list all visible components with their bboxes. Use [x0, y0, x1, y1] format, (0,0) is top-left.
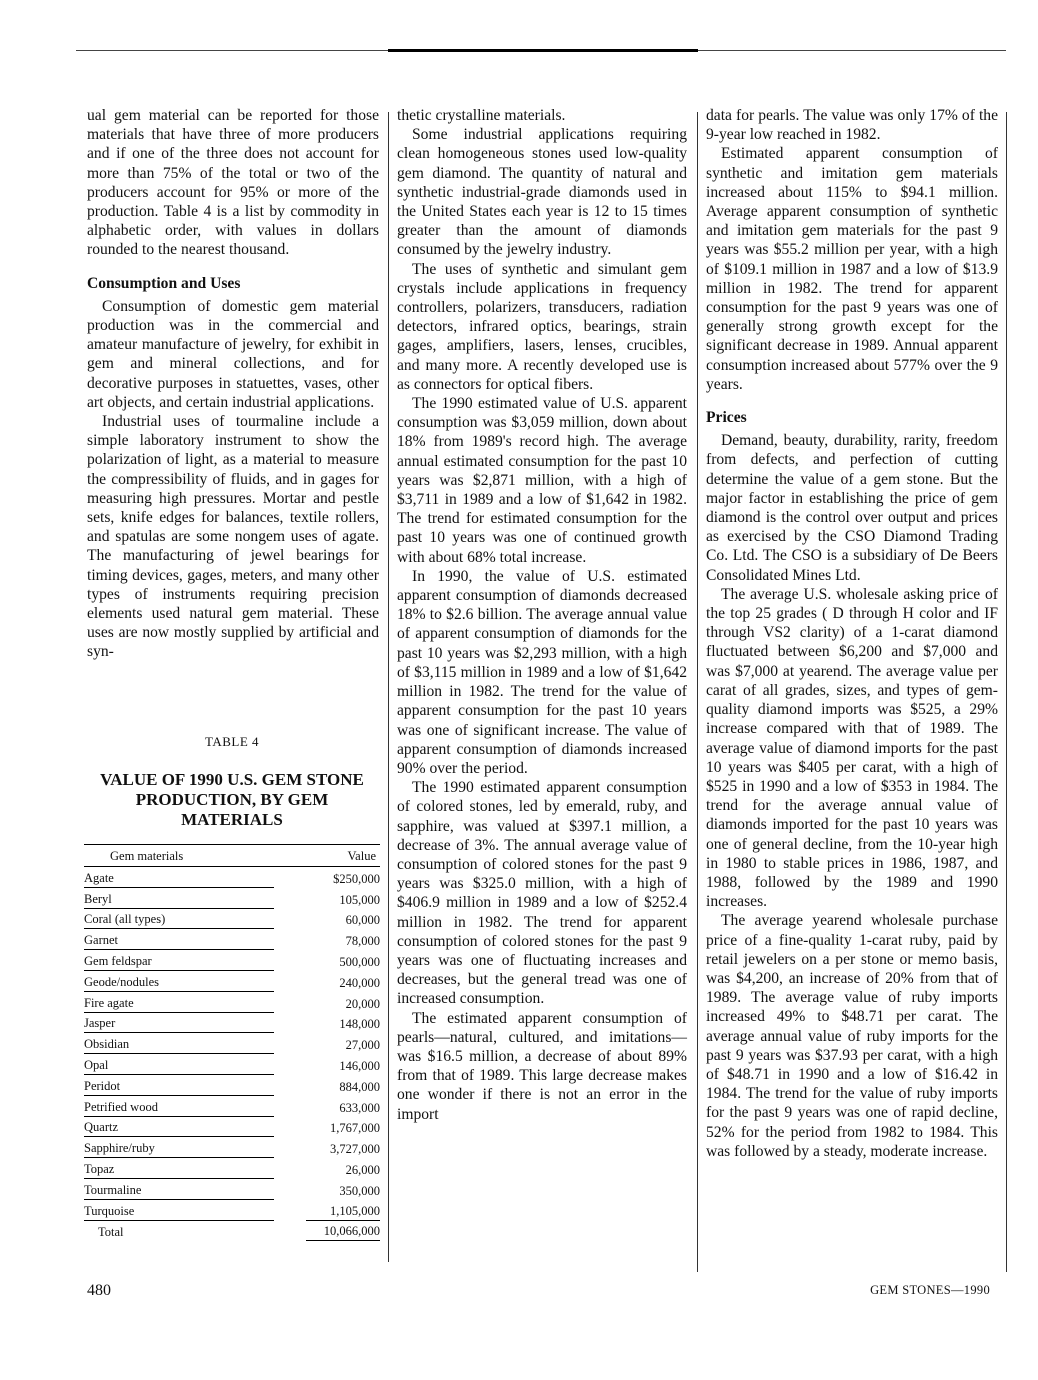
table-row	[84, 1158, 380, 1179]
gem-material-value: 1,767,000	[330, 1121, 380, 1136]
gem-material-value: 78,000	[345, 934, 380, 949]
column-header-value: Value	[347, 849, 376, 863]
table-row	[84, 1117, 380, 1138]
table-row	[84, 992, 380, 1013]
gem-material-name: Turquoise	[84, 1204, 274, 1221]
table-title: VALUE OF 1990 U.S. GEM STONE PRODUCTION, BY GEM MATERIALS	[100, 770, 364, 829]
gem-material-value: 148,000	[339, 1017, 380, 1032]
table-row	[84, 1200, 380, 1221]
gem-material-name: Tourmaline	[84, 1183, 274, 1200]
table-row	[84, 909, 380, 930]
table-row	[84, 929, 380, 950]
paragraph: The 1990 estimated apparent consumption of colored stones, led by emerald, ruby, and sapphire, was valued at $397.1 million, a decrease of 3%. The annual average value of consumption of colored stones for the past 9 years was $325.0 million, with a high of $406.9 million in 1989 and a low of $252.4 million in 1982. The trend for apparent consumption of colored stones for the past 9 years was one of fluctuating increases and decreases, but the general tread was one of increased consumption.	[397, 779, 687, 1008]
column-divider	[388, 112, 389, 1262]
column-1	[87, 106, 379, 662]
paragraph: The average U.S. wholesale asking price of the top 25 grades ( D through H color and IF through VS2 clarity) of a 1-carat diamond fluctuated between $6,200 and $7,000 and was $7,000 at yearend. The average value per carat of all grades, sizes, and types of gem-quality diamond imports was $525, a 29% increase compared with that of 1989. The average value of diamond imports for the past 10 years was $405 per carat, with a high of $525 in 1990 and a low of $353 in 1984. The trend for the average annual value of diamonds imported for the past 10 years was one of general decline, from the 10-year high in 1980 to stable prices in 1986, 1987, and 1988, followed by the 1989 and 1990 increases.	[706, 585, 998, 911]
gem-material-value: 884,000	[339, 1079, 380, 1094]
paragraph: Some industrial applications requiring clean homogeneous stones used low-quality gem diamond. The quantity of natural and synthetic industrial-grade diamonds used in the United States each year is 12 to 15 times greater than the amount of diamonds consumed by the jewelry industry.	[397, 126, 687, 259]
gem-material-value: 27,000	[345, 1038, 380, 1053]
column-divider	[1006, 112, 1007, 1272]
gem-material-value: 500,000	[339, 954, 380, 969]
paragraph: Consumption of domestic gem material production was in the commercial and amateur manufacture of jewelry, for exhibit in gem and mineral collections, and for decorative purposes in statuettes, vases, other art objects, and certain industrial applications.	[87, 297, 379, 411]
table-body	[84, 867, 380, 1221]
gem-material-name: Jasper	[84, 1016, 274, 1033]
table-label: TABLE 4	[204, 734, 260, 749]
gem-material-name: Obsidian	[84, 1037, 274, 1054]
gem-material-name: Sapphire/ruby	[84, 1141, 274, 1158]
paragraph: Demand, beauty, durability, rarity, freedom from defects, and perfection of cutting determine the value of a gem stone. But the major factor in establishing the price of gem diamond is the control over output and prices as exercised by the CSO Diamond Trading Co. Ltd. The CSO is a subsidiary of De Beers Consolidated Mines Ltd.	[706, 432, 998, 584]
gem-material-value: 105,000	[339, 892, 380, 907]
gem-material-name: Quartz	[84, 1120, 274, 1137]
section-heading-prices: Prices	[706, 409, 747, 427]
gem-material-value: 60,000	[345, 913, 380, 928]
table-row	[84, 1013, 380, 1034]
gem-material-name: Geode/nodules	[84, 975, 274, 992]
table-row	[84, 867, 380, 888]
gem-material-name: Petrified wood	[84, 1100, 274, 1117]
table-row	[84, 950, 380, 971]
gem-material-name: Peridot	[84, 1079, 274, 1096]
paragraph: data for pearls. The value was only 17% of the 9-year low reached in 1982.	[706, 107, 998, 144]
gem-material-name: Garnet	[84, 933, 274, 950]
running-head: GEM STONES—1990	[870, 1283, 990, 1297]
gem-material-value: 350,000	[339, 1183, 380, 1198]
gem-material-name: Agate	[84, 871, 274, 888]
column-2	[397, 106, 687, 1124]
table-row	[84, 1033, 380, 1054]
column-divider	[697, 112, 698, 1272]
paragraph: Industrial uses of tourmaline include a simple laboratory instrument to show the polarization of light, as a material to measure the compressibility of fluids, and in gages for measuring high pressures. Mortar and pestle sets, knife edges for balances, textile rollers, and spatulas are some nongem uses of agate. The manufacturing of jewel bearings for timing devices, gages, meters, and many other types of instruments requiring precision elements used natural gem material. These uses are now mostly supplied by artificial and syn-	[87, 413, 379, 661]
table-row	[84, 1096, 380, 1117]
paragraph: The 1990 estimated value of U.S. apparent consumption was $3,059 million, down about 18% from 1989's record high. The average annual estimated consumption for the past 10 years was $2,871 million, with a high of $3,711 in 1989 and a low of $1,642 in 1982. The trend for estimated consumption for the past 10 years was one of continued growth with about 68% total increase.	[397, 395, 687, 566]
gem-material-name: Gem feldspar	[84, 954, 274, 971]
table-row	[84, 1075, 380, 1096]
gem-material-value: $250,000	[333, 871, 380, 886]
gem-material-value: 20,000	[345, 996, 380, 1011]
gem-material-value: 633,000	[339, 1100, 380, 1115]
table-total-row	[84, 1221, 380, 1242]
table-row	[84, 1137, 380, 1158]
gem-material-value: 26,000	[345, 1162, 380, 1177]
table-row	[84, 1054, 380, 1075]
gem-material-name: Opal	[84, 1058, 274, 1075]
page-number: 480	[87, 1282, 111, 1299]
table-top-rule	[84, 844, 380, 845]
gem-material-name: Topaz	[84, 1162, 274, 1179]
table-row	[84, 888, 380, 909]
gem-material-name: Coral (all types)	[84, 912, 274, 929]
paragraph: Estimated apparent consumption of synthetic and imitation gem materials increased about 115% to $94.1 million. Average apparent consumption of synthetic and imitation gem materials for the past 9 years was $55.2 million per year, with a high of $109.1 million in 1987 and a low of $13.9 million in 1982. The trend for apparent consumption for the past 9 years was one of generally strong growth except for the significant decrease in 1989. Annual apparent consumption increased about 577% over the 9 years.	[706, 145, 998, 393]
gem-material-value: 3,727,000	[330, 1142, 380, 1157]
paragraph: thetic crystalline materials.	[397, 107, 566, 124]
gem-material-name: Beryl	[84, 892, 274, 909]
header-rule-accent	[388, 49, 698, 52]
paragraph: The uses of synthetic and simulant gem crystals include applications in frequency controllers, polarizers, transducers, radiation detectors, infrared optics, bearings, strain gages, amplifiers, lasers, lenses, crucibles, and many more. A recently developed use is as connectors for optical fibers.	[397, 260, 687, 393]
gem-material-value: 1,105,000	[306, 1204, 380, 1221]
table-header	[84, 847, 380, 867]
table-row	[84, 971, 380, 992]
total-value: 10,066,000	[306, 1224, 380, 1241]
gem-material-name: Fire agate	[84, 996, 274, 1013]
paragraph: The estimated apparent consumption of pearls—natural, cultured, and imitations—was $16.5 million, a decrease of about 89% from that of 1989. This large decrease makes one wonder if there is not an error in the import	[397, 1009, 687, 1123]
column-3	[706, 106, 998, 1161]
paragraph: The average yearend wholesale purchase price of a fine-quality 1-carat ruby, paid by retail jewelers on a per stone or memo basis, was $4,200, an increase of 20% from that of 1989. The average value of ruby imports increased 49% to $48.71 per carat. The average annual value of ruby imports for the past 9 years was $37.93 per carat, with a high of $48.71 in 1990 and a low of $16.42 in 1984. The trend for the value of ruby imports for the past 9 years was one of rapid decline, 52% for the period from 1982 to 1984. This was followed by a steady, moderate increase.	[706, 912, 998, 1160]
section-heading-consumption: Consumption and Uses	[87, 274, 241, 292]
gem-material-value: 240,000	[339, 975, 380, 990]
total-label: Total	[98, 1225, 124, 1240]
gem-material-value: 146,000	[339, 1058, 380, 1073]
table-row	[84, 1179, 380, 1200]
column-header-material: Gem materials	[110, 849, 184, 863]
paragraph: In 1990, the value of U.S. estimated apparent consumption of diamonds decreased 18% to $2.6 billion. The average annual value of apparent consumption of diamonds for the past 10 years was $2,293 million, with a high of $3,115 million in 1989 and a low of $1,642 million in 1982. The trend for the value of apparent consumption for the past 10 years was one of significant increase. The value of apparent consumption of diamonds increased 90% over the period.	[397, 567, 687, 777]
table-4	[84, 734, 380, 1241]
paragraph: ual gem material can be reported for those materials that have three of more producers and if one of the three does not account for more than 75% of the total or two of the producers account for 95% or more of the production. Table 4 is a list by commodity in alphabetic order, with values in dollars rounded to the nearest thousand.	[87, 107, 379, 259]
